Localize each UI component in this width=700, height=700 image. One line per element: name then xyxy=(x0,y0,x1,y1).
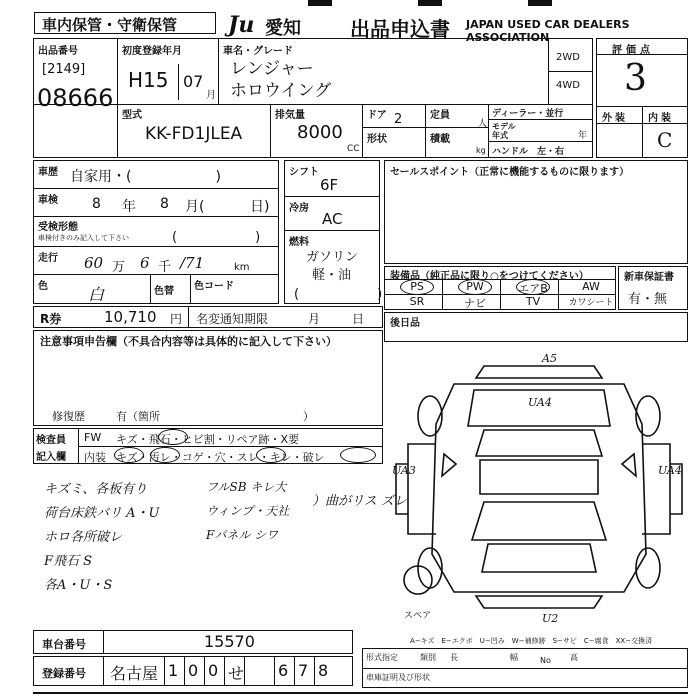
inspection-label: 車検 xyxy=(38,195,58,206)
exterior-label: 外装 xyxy=(602,113,628,124)
fw-label: FW xyxy=(84,431,102,444)
car-damage-diagram xyxy=(384,344,688,624)
name-change-month: 月 xyxy=(308,312,321,326)
recycle-unit: 円 xyxy=(170,312,183,326)
acceptance-note: 車検付きのみ記入して下さい xyxy=(38,234,129,242)
sales-point-label: セールスポイント（正常に機能するものに限ります） xyxy=(390,167,630,178)
reg-mark-2 xyxy=(418,0,442,6)
acceptance-paren: ( ) xyxy=(172,230,261,245)
dealer-label: ディーラー・並行 xyxy=(492,109,564,119)
displacement-value: 8000 xyxy=(297,122,343,143)
reg-mark-1 xyxy=(308,0,332,6)
mileage-sen-unit: 千 xyxy=(158,260,172,275)
inspector-note: フルSB キレ大 xyxy=(206,480,287,494)
inspector-label: 検査員 xyxy=(36,435,66,446)
no-label: No xyxy=(540,656,551,665)
interior-grade: C xyxy=(657,128,673,152)
body-shape-label: 車庫証明及び形状 xyxy=(366,673,430,682)
rear-seat-box xyxy=(384,312,688,342)
top-registration-marks xyxy=(300,0,560,10)
drive-2wd: 2WD xyxy=(556,52,580,63)
inspector-note: 荷台床鉄バリ A・U xyxy=(44,506,160,521)
registration-cell: せ xyxy=(228,664,245,683)
history-label: 車歴 xyxy=(38,167,58,178)
inspector-note: 各A・U・S xyxy=(44,578,113,593)
first-registration-label: 初度登録年月 xyxy=(122,46,182,57)
inspection-day-unit: 日) xyxy=(250,199,270,215)
diagram-mark-bottom: U2 xyxy=(542,612,559,625)
displacement-unit: CC xyxy=(347,144,360,154)
interior-damage-items: キズ・汚レ・コゲ・穴・スレ・キレ・破レ xyxy=(116,451,325,464)
inspection-month: 8 xyxy=(160,196,169,212)
registration-cell: 1 xyxy=(168,661,179,680)
exterior-damage-items: キズ・飛石・ヒビ割・リペア跡・X要 xyxy=(116,433,300,446)
registration-cell: 0 xyxy=(188,661,199,680)
name-change-day: 日 xyxy=(352,312,365,326)
fuel-alt: 軽・油 xyxy=(312,268,352,283)
circle-yogore xyxy=(150,447,180,463)
equipment-circle xyxy=(458,279,492,295)
lot-number-label: 出品番号 xyxy=(38,46,78,57)
circle-sure xyxy=(256,447,286,463)
grade-label: 評価点 xyxy=(612,45,654,56)
door-label: ドア xyxy=(367,110,387,121)
grade-value: 3 xyxy=(624,58,647,99)
circle-tobiishi xyxy=(158,429,188,445)
cooling-value: AC xyxy=(322,210,343,228)
color-value: 白 xyxy=(88,285,105,304)
lot-bracket: [2149] xyxy=(42,62,86,77)
inspector-note: ホロ各所破レ xyxy=(44,530,123,545)
shift-value: 6F xyxy=(320,176,339,194)
equipment-item: エアB xyxy=(518,282,548,295)
equipment-item: TV xyxy=(525,295,541,308)
chassis-label: 車台番号 xyxy=(42,638,86,651)
equipment-circle xyxy=(516,279,550,295)
car-name-line1: レンジャー xyxy=(230,59,314,79)
chassis-number: 15570 xyxy=(204,632,255,651)
first-reg-era-year: H15 xyxy=(128,68,169,92)
history-value: 自家用・( ) xyxy=(70,169,221,185)
car-name-line2: ホロウイング xyxy=(230,81,332,101)
color-code-label: 色コード xyxy=(194,281,234,292)
repair-value: 有（箇所 ） xyxy=(116,410,314,423)
mileage-man: 60 xyxy=(84,254,104,272)
displacement-label: 排気量 xyxy=(275,110,305,121)
inspector-entry-label: 記入欄 xyxy=(36,452,66,463)
diagram-mark-right: UA4 xyxy=(658,464,682,477)
warranty-label: 新車保証書 xyxy=(624,272,674,283)
inspection-year-unit: 年 xyxy=(122,199,136,215)
shift-label: シフト xyxy=(289,167,319,178)
logo-region: 愛知 xyxy=(265,18,301,39)
mileage-man-unit: 万 xyxy=(112,260,126,275)
rear-seat-label: 後日品 xyxy=(390,318,420,329)
equipment-label: 装備品（純正品に限り○をつけてください） xyxy=(390,271,589,282)
lot-number: 08666 xyxy=(37,84,114,112)
equipment-item: PW xyxy=(466,280,484,293)
circle-kizu xyxy=(114,447,144,463)
model-label: 型式 xyxy=(122,110,142,121)
spec-label: 形式指定 xyxy=(366,653,398,662)
warranty-value: 有・無 xyxy=(628,292,668,307)
registration-cell: 8 xyxy=(318,661,329,680)
fuel-label: 燃料 xyxy=(289,237,309,248)
registration-label: 登録番号 xyxy=(42,667,86,680)
inspection-year: 8 xyxy=(92,196,101,212)
recycle-label: R券 xyxy=(40,312,62,326)
first-reg-month-unit: 月 xyxy=(206,90,216,101)
load-label: 積載 xyxy=(430,134,450,145)
width-label: 幅 xyxy=(510,653,518,662)
cooling-label: 冷房 xyxy=(289,203,309,214)
color-swap-label: 色替 xyxy=(154,286,174,297)
inspector-note: Fパネル シワ xyxy=(206,528,279,542)
registration-cell: 7 xyxy=(298,661,309,680)
reg-mark-3 xyxy=(528,0,552,6)
circle-yabure xyxy=(340,447,376,463)
model-code: KK-FD1JLEA xyxy=(145,124,243,144)
form-title: 出品申込書 xyxy=(350,17,450,41)
shape-label: 形状 xyxy=(367,134,387,145)
drive-4wd: 4WD xyxy=(556,80,580,91)
equipment-item: SR xyxy=(409,295,425,308)
fuel-value: ガソリン xyxy=(306,250,359,265)
first-reg-month: 07 xyxy=(183,72,204,91)
color-label: 色 xyxy=(38,281,48,292)
model-year-label: モデル年式 xyxy=(492,122,516,140)
door-value: 2 xyxy=(394,112,403,127)
equipment-item: AW xyxy=(582,280,600,293)
equipment-item: カワシート xyxy=(568,298,614,308)
registration-cell: 0 xyxy=(208,661,219,680)
mileage-sen: 6 xyxy=(140,254,150,272)
length-label: 長 xyxy=(450,653,458,662)
mileage-rest: /71 xyxy=(180,254,205,272)
equipment-item: PS xyxy=(410,280,424,293)
height-label: 高 xyxy=(570,653,578,662)
model-year-unit: 年 xyxy=(578,131,588,141)
notes-label: 注意事項申告欄（不具合内容等は具体的に記入して下さい） xyxy=(40,335,337,348)
diagram-mark-left: UA3 xyxy=(392,464,416,477)
mileage-label: 走行 xyxy=(38,253,58,264)
registration-city: 名古屋 xyxy=(110,664,159,683)
inspector-note: ウィンプ・天社 xyxy=(206,504,290,518)
interior-label-small: 内装 xyxy=(84,451,106,464)
ju-logo: Ju xyxy=(228,12,255,38)
car-name-label: 車名・グレード xyxy=(223,46,293,57)
diagram-mark-hood: UA4 xyxy=(528,396,552,409)
capacity-label: 定員 xyxy=(430,110,450,121)
name-change-label: 名変通知期限 xyxy=(196,312,269,326)
damage-legend: A−キズ E−エクボ U−凹み W−補修跡 S−サビ C−腐食 XX−交換済 xyxy=(410,637,653,645)
load-unit: kg xyxy=(476,146,486,155)
inspector-note: F飛石 S xyxy=(44,554,93,569)
acceptance-label: 受検形態 xyxy=(38,222,78,233)
registration-cell: 6 xyxy=(278,661,289,680)
recycle-value: 10,710 xyxy=(104,308,157,326)
diagram-mark-top: A5 xyxy=(542,352,557,365)
handle-label: ハンドル 左・右 xyxy=(492,147,565,157)
capacity-unit: 人 xyxy=(478,119,488,129)
storage-note-text: 車内保管・守衛保管 xyxy=(42,16,178,34)
inspector-note: キズミ、各板有り xyxy=(44,482,148,497)
category-label: 類別 xyxy=(420,653,436,662)
repair-label: 修復歴 xyxy=(52,410,85,423)
interior-label: 内装 xyxy=(648,113,674,124)
fuel-paren: ( ) xyxy=(294,287,383,302)
association-name: JAPAN USED CAR DEALERS ASSOCIATION xyxy=(466,18,630,44)
spare-label: スペア xyxy=(404,611,432,621)
inspector-note-far: ）曲がリス ズレ xyxy=(312,494,407,509)
inspection-month-unit: 月( xyxy=(185,199,205,215)
equipment-item: ナビ xyxy=(464,297,486,310)
equipment-circle xyxy=(400,279,434,295)
mileage-unit: km xyxy=(234,262,250,273)
